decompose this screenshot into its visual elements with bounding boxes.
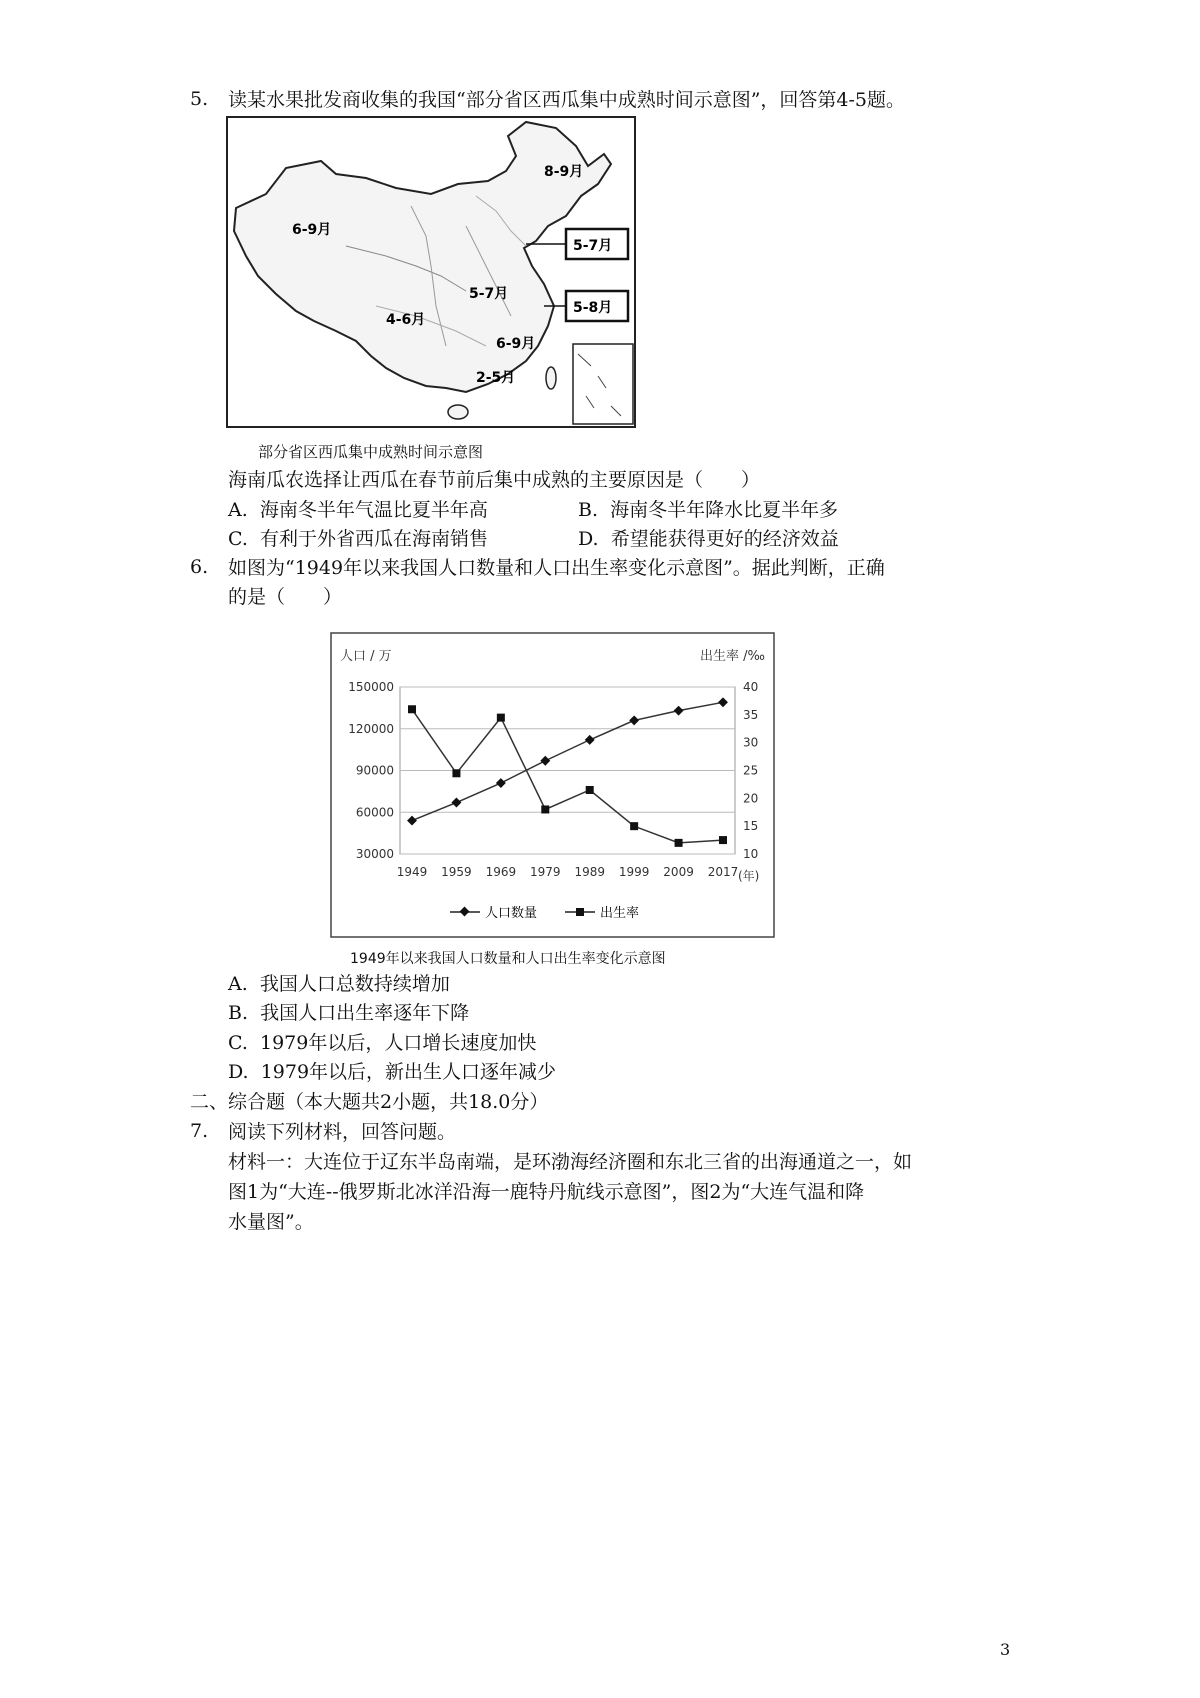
chart-caption: 1949年以来我国人口数量和人口出生率变化示意图 bbox=[350, 951, 666, 967]
birthrate-point bbox=[719, 836, 727, 844]
option-a[interactable]: A. 海南冬半年气温比夏半年高 bbox=[228, 499, 488, 521]
y-tick-left: 120000 bbox=[348, 721, 394, 736]
legend-birthrate: 出生率 bbox=[600, 906, 640, 921]
population-chart bbox=[330, 632, 775, 938]
question-stem-line2: 的是（ ） bbox=[228, 586, 343, 608]
x-axis-unit: (年) bbox=[738, 869, 760, 883]
question-number: 7. bbox=[190, 1120, 209, 1142]
birthrate-point bbox=[586, 786, 594, 794]
y-tick-right: 15 bbox=[743, 819, 759, 834]
map-label-central: 5-7月 bbox=[469, 286, 509, 302]
birthrate-point bbox=[541, 805, 549, 813]
x-tick-label: 1989 bbox=[574, 865, 605, 879]
y-axis-right-label: 出生率 /‰ bbox=[700, 649, 765, 664]
y-tick-left: 90000 bbox=[355, 763, 394, 778]
map-label-southwest: 4-6月 bbox=[386, 312, 426, 328]
x-tick-label: 1959 bbox=[441, 865, 472, 879]
question-stem-line1: 如图为“1949年以来我国人口数量和人口出生率变化示意图”。据此判断，正确 bbox=[228, 557, 885, 579]
option-d[interactable]: D. 希望能获得更好的经济效益 bbox=[578, 528, 839, 550]
y-tick-left: 150000 bbox=[348, 680, 394, 694]
option-b[interactable]: B. 我国人口出生率逐年下降 bbox=[228, 1002, 470, 1024]
map-label-box2: 5-8月 bbox=[573, 300, 613, 316]
x-tick-label: 1979 bbox=[530, 865, 561, 879]
birthrate-point bbox=[408, 705, 416, 713]
x-tick-label: 1969 bbox=[485, 865, 517, 879]
option-a[interactable]: A. 我国人口总数持续增加 bbox=[228, 973, 450, 995]
option-c[interactable]: C. 有利于外省西瓜在海南销售 bbox=[228, 528, 489, 550]
x-tick-label: 2009 bbox=[663, 865, 694, 879]
y-tick-left: 30000 bbox=[355, 847, 394, 861]
option-b[interactable]: B. 海南冬半年降水比夏半年多 bbox=[578, 499, 839, 521]
birthrate-point bbox=[452, 769, 460, 777]
y-tick-right: 10 bbox=[743, 847, 759, 861]
x-tick-label: 2017 bbox=[707, 865, 739, 879]
material-line1: 材料一：大连位于辽东半岛南端，是环渤海经济圈和东北三省的出海通道之一，如 bbox=[228, 1151, 913, 1173]
section-heading: 二、综合题（本大题共2小题，共18.0分） bbox=[190, 1091, 549, 1113]
y-tick-right: 40 bbox=[743, 680, 759, 694]
map-label-hainan: 2-5月 bbox=[476, 370, 516, 386]
question-number: 6. bbox=[190, 556, 209, 578]
birthrate-point bbox=[630, 822, 638, 830]
y-tick-left: 60000 bbox=[355, 805, 394, 820]
material-line3: 水量图”。 bbox=[228, 1211, 314, 1233]
birthrate-point bbox=[497, 714, 505, 722]
y-axis-left-label: 人口 / 万 bbox=[340, 649, 392, 664]
map-label-northeast: 8-9月 bbox=[544, 164, 584, 180]
y-tick-right: 35 bbox=[743, 707, 759, 722]
option-c[interactable]: C. 1979年以后，人口增长速度加快 bbox=[228, 1032, 537, 1054]
hainan-island bbox=[448, 405, 468, 419]
question-number: 5. bbox=[190, 88, 209, 110]
page-number: 3 bbox=[1000, 1640, 1011, 1659]
watermelon-ripening-map bbox=[226, 116, 636, 428]
question-text: 海南瓜农选择让西瓜在春节前后集中成熟的主要原因是（ ） bbox=[228, 469, 761, 491]
map-caption: 部分省区西瓜集中成熟时间示意图 bbox=[258, 443, 484, 461]
birthrate-point bbox=[675, 839, 683, 847]
legend-population: 人口数量 bbox=[485, 906, 538, 921]
map-label-northwest: 6-9月 bbox=[292, 222, 332, 238]
y-tick-right: 20 bbox=[743, 791, 759, 806]
y-tick-right: 30 bbox=[743, 735, 759, 750]
x-tick-label: 1949 bbox=[396, 865, 428, 879]
material-line2: 图1为“大连--俄罗斯北冰洋沿海一鹿特丹航线示意图”，图2为“大连气温和降 bbox=[228, 1181, 865, 1203]
y-tick-right: 25 bbox=[743, 763, 759, 778]
map-label-box1: 5-7月 bbox=[573, 238, 613, 254]
map-label-southeast: 6-9月 bbox=[496, 336, 536, 352]
question-stem: 读某水果批发商收集的我国“部分省区西瓜集中成熟时间示意图”，回答第4-5题。 bbox=[228, 89, 906, 111]
x-tick-label: 1999 bbox=[618, 865, 650, 879]
option-d[interactable]: D. 1979年以后，新出生人口逐年减少 bbox=[228, 1061, 557, 1083]
question-stem: 阅读下列材料，回答问题。 bbox=[228, 1121, 457, 1143]
